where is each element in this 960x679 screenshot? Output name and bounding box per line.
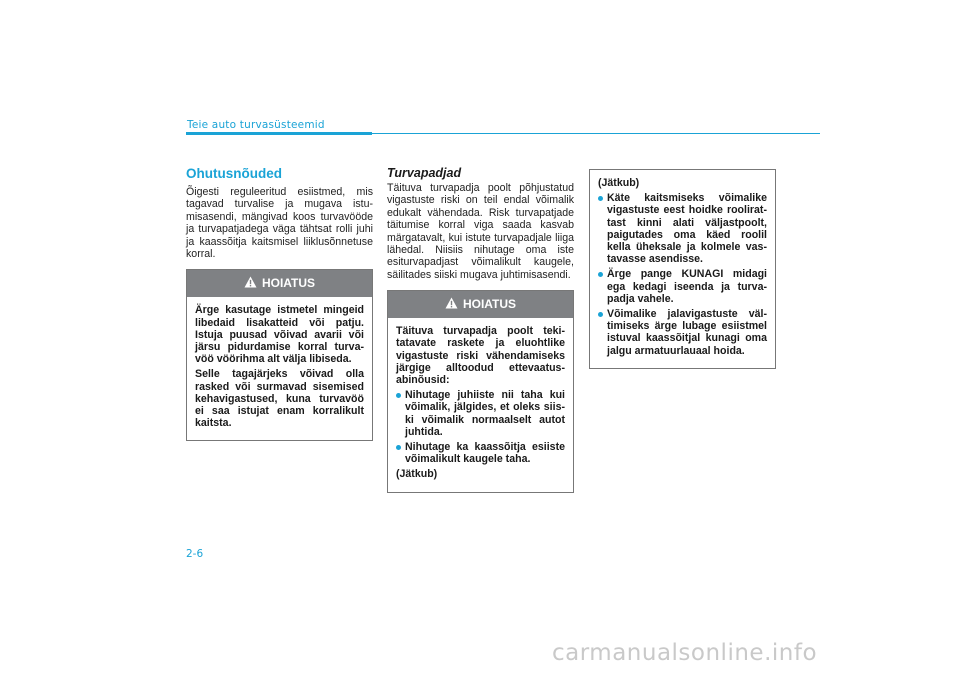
watermark: carmanualsonline.info — [552, 640, 818, 666]
warning-label: HOIATUS — [462, 297, 517, 312]
column-safety — [186, 166, 373, 441]
header-accent-bar — [186, 132, 372, 135]
page-number: 2-6 — [186, 548, 204, 560]
warning-label: HOIATUS — [261, 276, 316, 291]
warning-box-airbags — [387, 290, 574, 492]
list-item: Võimalike jalavigastuste vältimiseks ärge lubage esiistmel istuval kaassõitjal kunagi oma jalgu armatuurlauaal hoida. — [598, 308, 767, 357]
list-item: Ärge pange KUNAGI midagi ega kedagi iseenda ja turvapadja vahele. — [598, 268, 767, 305]
list-item: Nihutage ka kaassõitja esiiste võimalikult kaugele taha. — [396, 441, 565, 465]
heading-ohutusnouded: Ohutusnõuded — [186, 166, 282, 181]
warning-intro: Täituva turvapadja poolt tekitatavate raskete ja eluohtlike vigastuste riski vähendamiseks järgige alltoodud ettevaatusabinõusid: — [396, 325, 565, 387]
warning-box-seats — [186, 269, 373, 441]
warning-triangle-icon — [244, 276, 257, 288]
paragraph-airbags: Täituva turvapadja poolt põhjustatud vigastuste riski on teil endal võimalik edukalt vähendada. Risk turvapatjade täitumise korral viga saada kasvab märgatavalt, kui istute turvapadjale liiga lähedal. Niisiis nihutage oma iste esiturvapadjast võimalikult kaugele, säilitades siiski mugava juhtimisasendi. — [387, 182, 574, 281]
column-continued — [589, 169, 776, 369]
warning-bullet-list — [396, 389, 565, 465]
continued-label: (Jätkub) — [598, 177, 640, 189]
warning-header — [187, 270, 372, 297]
section-title: Teie auto turvasüsteemid — [187, 119, 325, 131]
warning-body — [388, 318, 573, 491]
list-item: Käte kaitsmiseks võimalike vigastuste eest hoidke roolirattast kinni alati väljastpoolt, paigutades oma käed roolil kella üheksale ja kolmele vastavasse asendisse. — [598, 192, 767, 265]
paragraph-safety: Õigesti reguleeritud esiistmed, mis tagavad turvalise ja mugava istumisasendi, mängivad koos turvavööde ja turvapatjadega väga tähtsat rolli juhi ja kaassõitja kaitsmisel liiklusõnnetuse korral. — [186, 186, 373, 261]
column-airbags — [387, 166, 574, 493]
warning-triangle-icon — [445, 297, 458, 309]
header-rule-line — [372, 133, 820, 134]
warning-paragraph: Ärge kasutage istmetel mingeid libedaid lisakatteid või patju. Istuja puusad võivad avarii või järsu pidurdamise korral turvavöö vöörihma alt välja libiseda. — [195, 304, 364, 366]
warning-paragraph: Selle tagajärjeks võivad olla rasked või surmavad sisemised kehavigastused, kuna turvavöö ei saa istujat enam korralikult kaitsta. — [195, 368, 364, 430]
warning-header — [388, 291, 573, 318]
warning-bullet-list — [598, 192, 767, 357]
warning-body — [590, 170, 775, 368]
warning-box-continued — [589, 169, 776, 369]
heading-turvapadjad: Turvapadjad — [387, 166, 462, 180]
continued-label: (Jätkub) — [396, 468, 438, 481]
list-item: Nihutage juhiiste nii taha kui võimalik, jälgides, et oleks siiski võimalik normaalselt autot juhtida. — [396, 389, 565, 438]
warning-body — [187, 297, 372, 440]
